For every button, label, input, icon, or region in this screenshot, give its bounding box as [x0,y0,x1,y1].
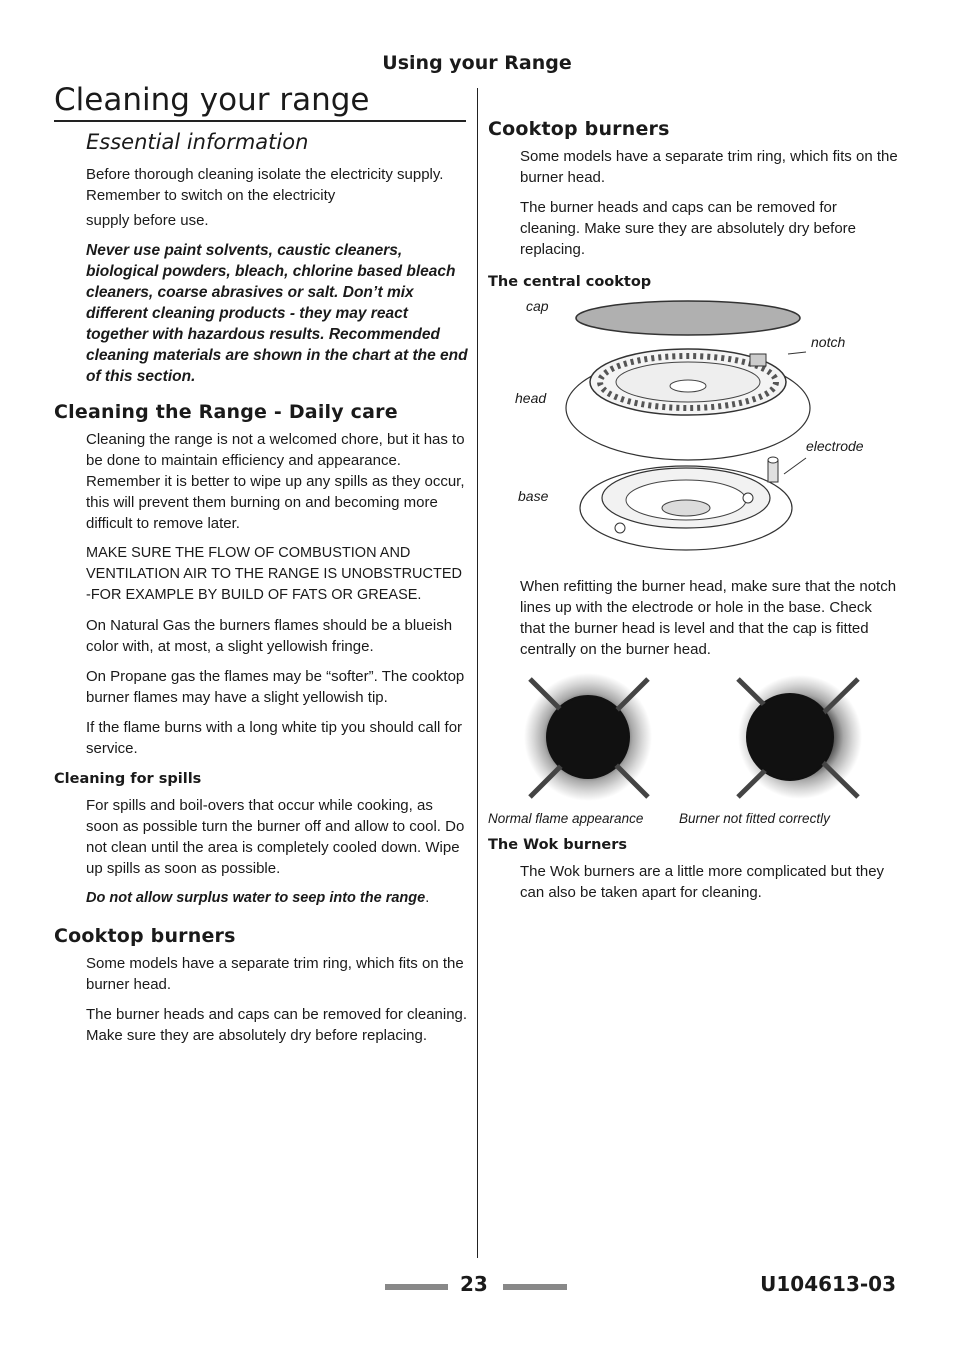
burners-paragraph-2-left: The burner heads and caps can be removed for cleaning. Make sure they are absolutely dry before replacing. [86,1006,468,1044]
burner-exploded-diagram [488,298,900,568]
cooktop-burners-heading-left: Cooktop burners [54,925,236,947]
right-column [488,118,900,912]
essential-paragraph-2: supply before use. [86,212,209,229]
document-code: U104613-03 [760,1272,896,1296]
leader-electrode [784,458,806,474]
spills-heading: Cleaning for spills [54,771,202,787]
wok-paragraph: The Wok burners are a little more complicated but they can also be taken apart for cleaning. [520,863,885,901]
normal-flame-center [548,697,628,777]
cooktop-burners-heading-right: Cooktop burners [488,118,670,140]
spills-note [86,888,469,909]
burners-paragraph-1-left: Some models have a separate trim ring, which fits on the burner head. [86,955,464,993]
flame-captions [488,809,900,833]
head-center [670,380,706,392]
base-jet [662,500,710,516]
label-cap: cap [526,298,549,314]
incorrect-flame-center [748,695,832,779]
daily-care-heading: Cleaning the Range - Daily care [54,401,398,423]
flame-illustrations [488,669,900,809]
cap-disc [576,301,800,335]
flame-graphics [488,669,900,809]
label-notch: notch [811,334,846,350]
normal-flame-picture [524,673,652,801]
left-column [54,130,469,1055]
spills-paragraph: For spills and boil-overs that occur while cooking, as soon as possible turn the burner off and allow to cool. Do not clean until the area is completely cooled down. Wipe up spills as soon as possible. [86,797,465,877]
central-cooktop-heading: The central cooktop [488,274,652,290]
title-rule [54,120,466,122]
page-title: Cleaning your range [54,82,370,118]
spills-note-end: . [425,890,430,906]
essential-paragraph-1: Before thorough cleaning isolate the electricity supply. Remember to switch on the electricity [86,166,444,204]
caption-incorrect-flame: Burner not fitted correctly [679,811,830,826]
daily-paragraph-1: Cleaning the range is not a welcomed chore, but it has to be done to maintain efficiency and appearance. Remember it is better to wipe up any spills as they occur, this will prevent them burning on and becoming more difficult to remove later. [86,431,465,532]
base-screw-right [743,493,753,503]
daily-paragraph-4: On Propane gas the flames may be “softer”. The cooktop burner flames may have a slight yellowish tip. [86,668,465,706]
refit-paragraph: When refitting the burner head, make sure that the notch lines up with the electrode or hole in the base. Check that the burner head is level and that the cap is fitted centrally on the burner head. [520,578,897,658]
burners-paragraph-2-right: The burner heads and caps can be removed for cleaning. Make sure they are absolutely dry before replacing. [520,199,857,258]
burners-paragraph-1-right: Some models have a separate trim ring, which fits on the burner head. [520,148,898,186]
spills-note-emphasis: Do not allow surplus water to seep into the range [86,890,426,906]
safety-warning: Never use paint solvents, caustic cleaners, biological powders, bleach, chlorine based bleach cleaners, coarse abrasives or salt. Don’t mix different cleaning products - they may react together with hazardous results. Recommended cleaning materials are shown in the chart at the end of this section. [86,242,468,385]
base-screw-left [615,523,625,533]
daily-paragraph-2: MAKE SURE THE FLOW OF COMBUSTION AND VENTILATION AIR TO THE RANGE IS UNOBSTRUCTED -FOR EXAMPLE BY BUILD OF FATS OR GREASE. [86,545,462,603]
leader-notch [788,352,806,354]
section-header: Using your Range [382,52,572,74]
page-number: 23 [460,1272,488,1296]
head-notch-tab [750,354,766,366]
label-head: head [515,390,547,406]
footer-bar-left [385,1284,448,1290]
electrode-tip [768,457,778,463]
column-divider [477,88,478,1258]
daily-paragraph-3: On Natural Gas the burners flames should be a blueish color with, at most, a slight yellowish fringe. [86,617,453,655]
footer-bar-right [503,1284,567,1290]
caption-normal-flame: Normal flame appearance [488,811,644,826]
wok-burners-heading: The Wok burners [488,837,628,853]
incorrect-flame-picture [738,675,862,799]
label-base: base [518,488,549,504]
essential-heading: Essential information [86,130,309,154]
daily-paragraph-5: If the flame burns with a long white tip you should call for service. [86,719,463,757]
label-electrode: electrode [806,438,864,454]
